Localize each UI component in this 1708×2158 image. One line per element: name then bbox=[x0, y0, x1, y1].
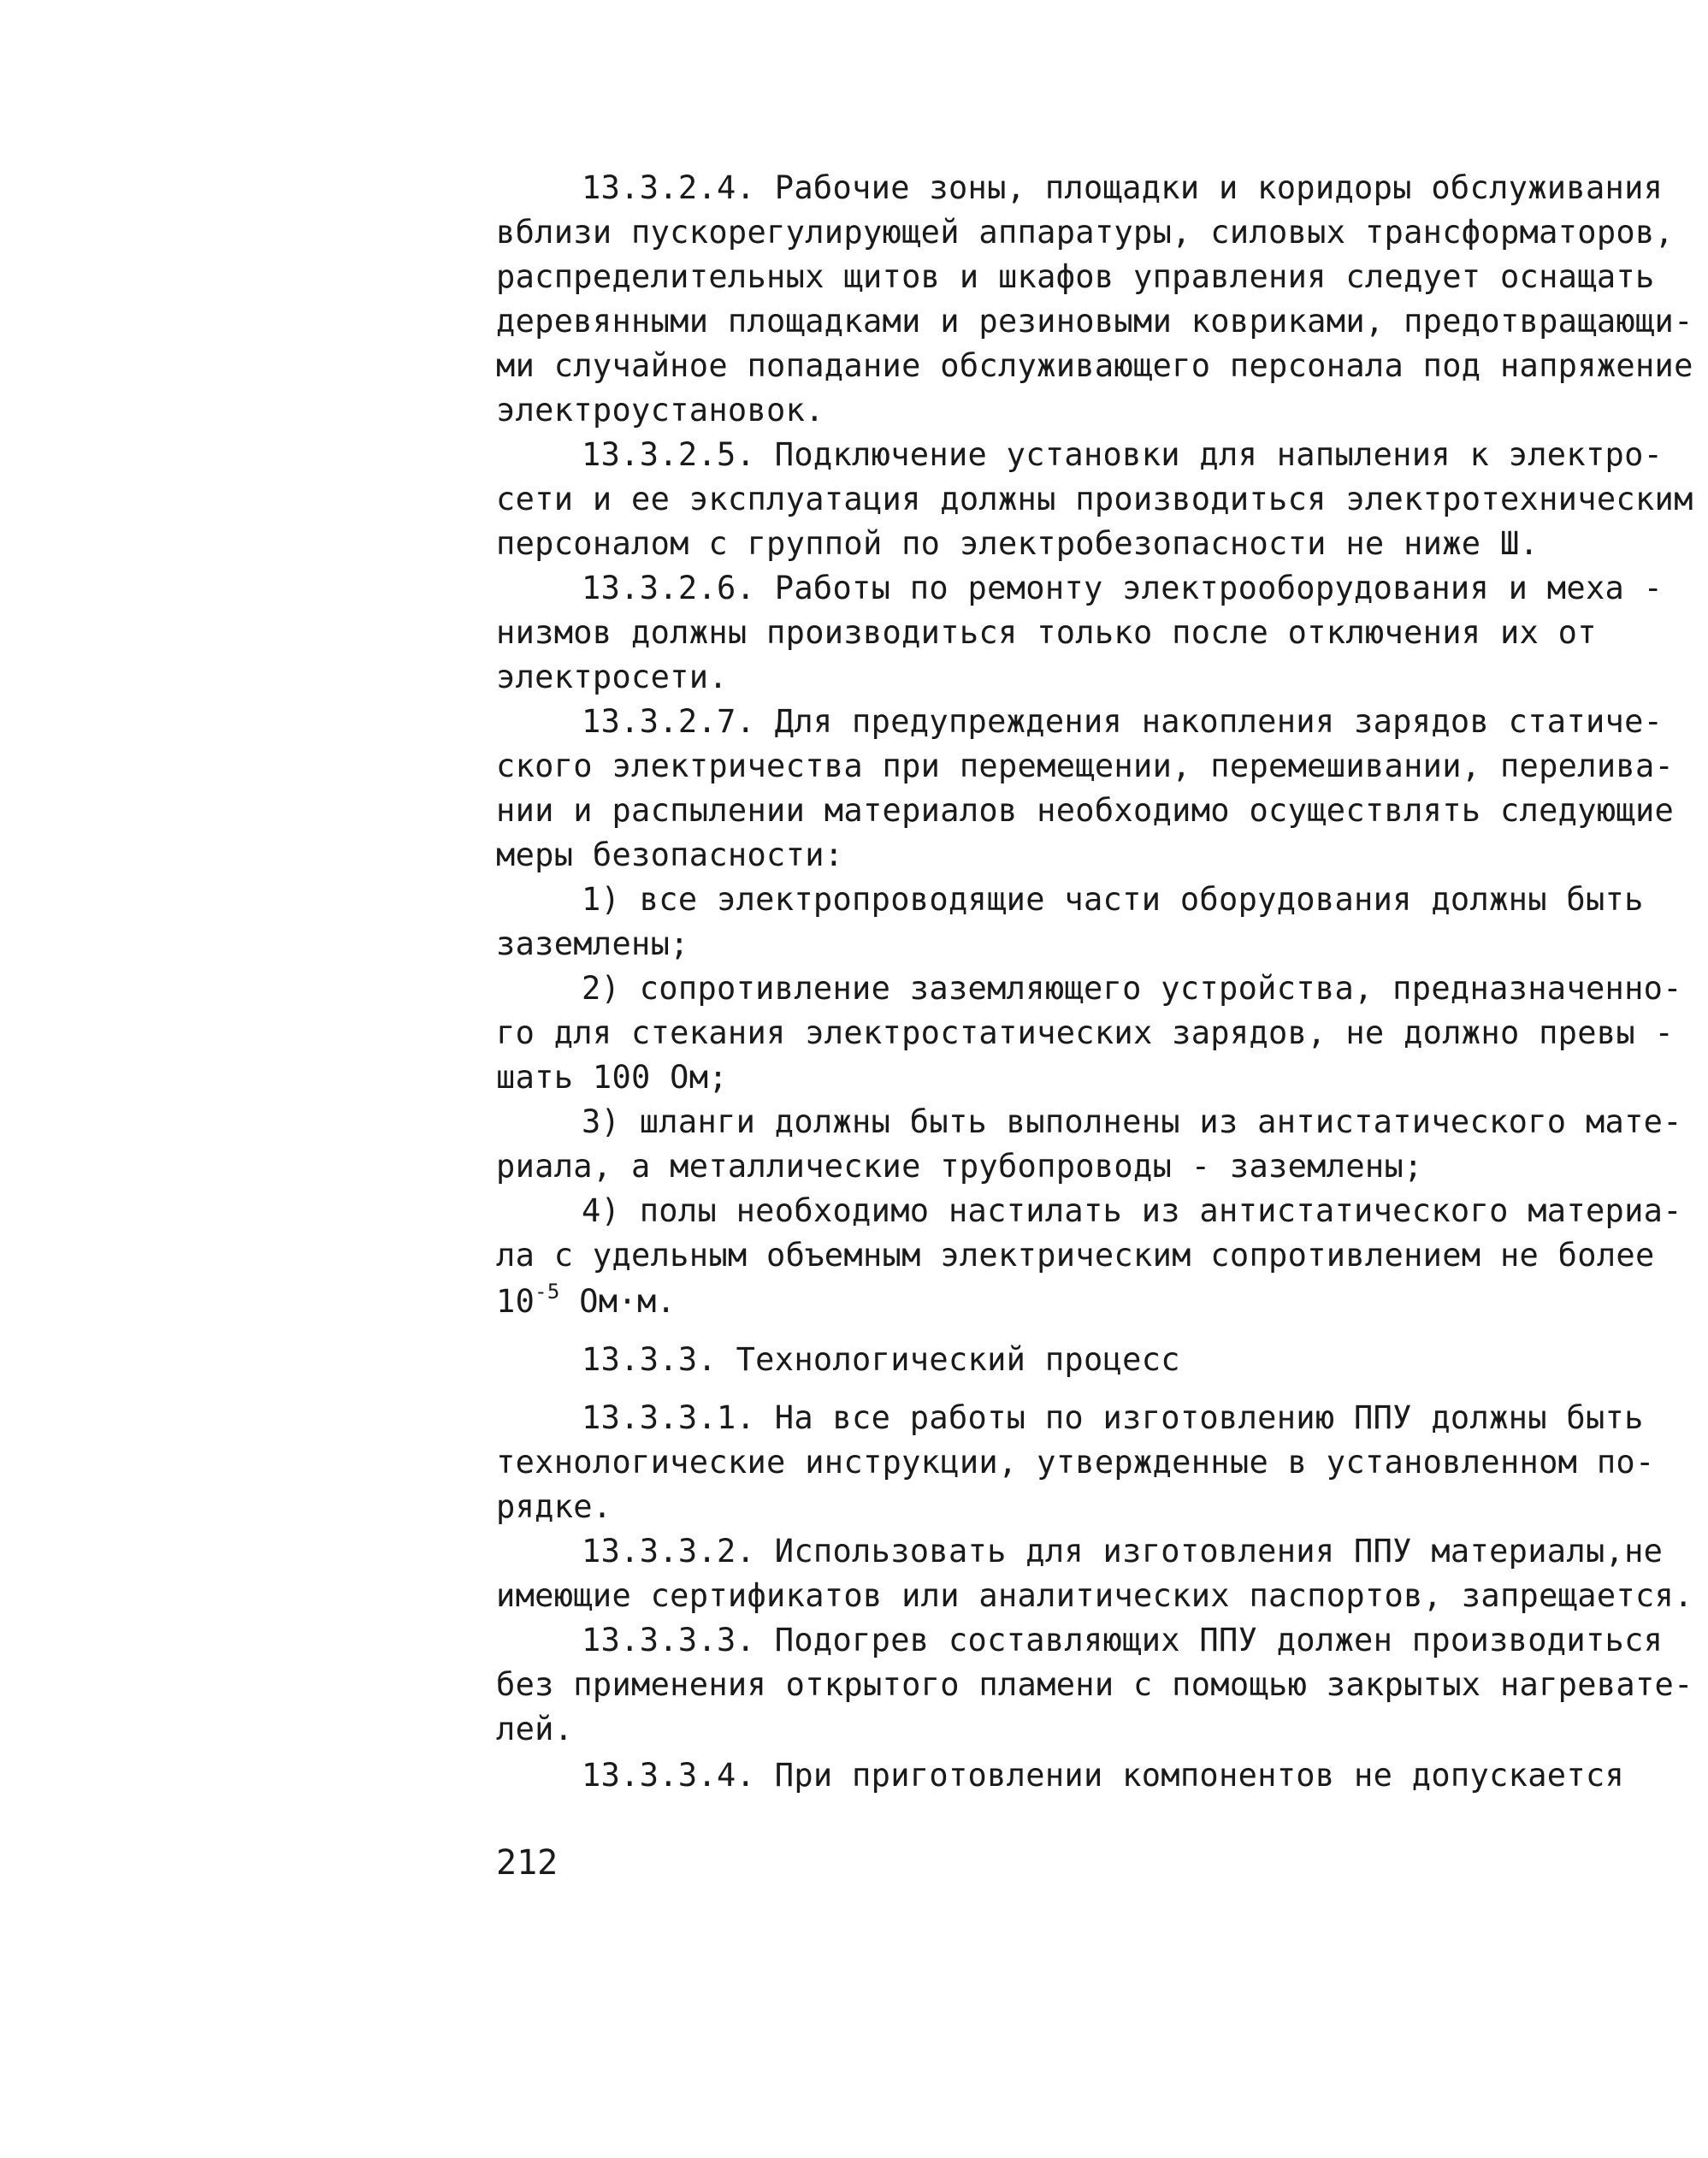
text-line: 13.3.3.1. На все работы по изготовлению ППУ должны быть bbox=[582, 1399, 1644, 1436]
text-line: 13.3.2.7. Для предупреждения накопления зарядов статиче- bbox=[582, 703, 1664, 740]
text-line: деревянными площадками и резиновыми ковриками, предотвращающи- bbox=[496, 303, 1693, 340]
text-line: 13.3.2.4. Рабочие зоны, площадки и коридоры обслуживания bbox=[582, 169, 1664, 206]
text-line: 13.3.2.6. Работы по ремонту электрооборудования и меха - bbox=[582, 570, 1664, 606]
formula-base: 10 bbox=[496, 1283, 535, 1320]
text-line: вблизи пускорегулирующей аппаратуры, силовых трансформаторов, bbox=[496, 214, 1675, 251]
text-line: 13.3.3.4. При приготовлении компонентов не допускается bbox=[582, 1757, 1625, 1794]
text-line: 2) сопротивление заземляющего устройства, предназначенно- bbox=[582, 970, 1682, 1007]
text-line: 13.3.2.5. Подключение установки для напыления к электро- bbox=[582, 436, 1664, 473]
text-line: электроустановок. bbox=[496, 392, 824, 429]
text-line: шать 100 Ом; bbox=[496, 1059, 728, 1096]
text-line: меры безопасности: bbox=[496, 837, 844, 873]
formula-exponent: -5 bbox=[535, 1280, 560, 1304]
text-line: ского электричества при перемещении, перемешивании, перелива- bbox=[496, 748, 1675, 784]
text-line: 4) полы необходимо настилать из антистатического материа- bbox=[582, 1192, 1682, 1229]
text-line: лей. bbox=[496, 1711, 574, 1747]
text-line: технологические инструкции, утвержденные в установленном по- bbox=[496, 1444, 1655, 1481]
text-line: 13.3.3.3. Подогрев составляющих ППУ должен производиться bbox=[582, 1622, 1664, 1658]
text-line: без применения открытого пламени с помощью закрытых нагревате- bbox=[496, 1666, 1693, 1703]
page-number: 212 bbox=[496, 1843, 558, 1883]
text-line: ми случайное попадание обслуживающего персонала под напряжение bbox=[496, 347, 1693, 384]
text-line: 1) все электропроводящие части оборудования должны быть bbox=[582, 881, 1644, 918]
text-line: ла с удельным объемным электрическим сопротивлением не более bbox=[496, 1237, 1655, 1274]
text-line: персоналом с группой по электробезопасности не ниже Ш. bbox=[496, 525, 1540, 562]
text-line: 3) шланги должны быть выполнены из антистатического мате- bbox=[582, 1103, 1682, 1140]
text-line: риала, а металлические трубопроводы - заземлены; bbox=[496, 1148, 1423, 1185]
section-heading: 13.3.3. Технологический процесс bbox=[582, 1341, 1180, 1378]
text-line: электросети. bbox=[496, 659, 728, 695]
text-line: распределительных щитов и шкафов управления следует оснащать bbox=[496, 258, 1655, 295]
text-line: сети и ее эксплуатация должны производиться электротехническим bbox=[496, 481, 1693, 517]
text-line: рядке. bbox=[496, 1488, 612, 1525]
text-line: нии и распылении материалов необходимо осуществлять следующие bbox=[496, 792, 1675, 829]
text-line: заземлены; bbox=[496, 925, 689, 962]
text-line: низмов должны производиться только после отключения их от bbox=[496, 614, 1597, 651]
formula-unit: Ом·м. bbox=[579, 1283, 677, 1320]
text-line: го для стекания электростатических зарядов, не должно превы - bbox=[496, 1014, 1675, 1051]
text-line: имеющие сертификатов или аналитических паспортов, запрещается. bbox=[496, 1577, 1693, 1614]
formula-line bbox=[496, 1280, 677, 1321]
text-line: 13.3.3.2. Использовать для изготовления ППУ материалы,не bbox=[582, 1533, 1664, 1570]
